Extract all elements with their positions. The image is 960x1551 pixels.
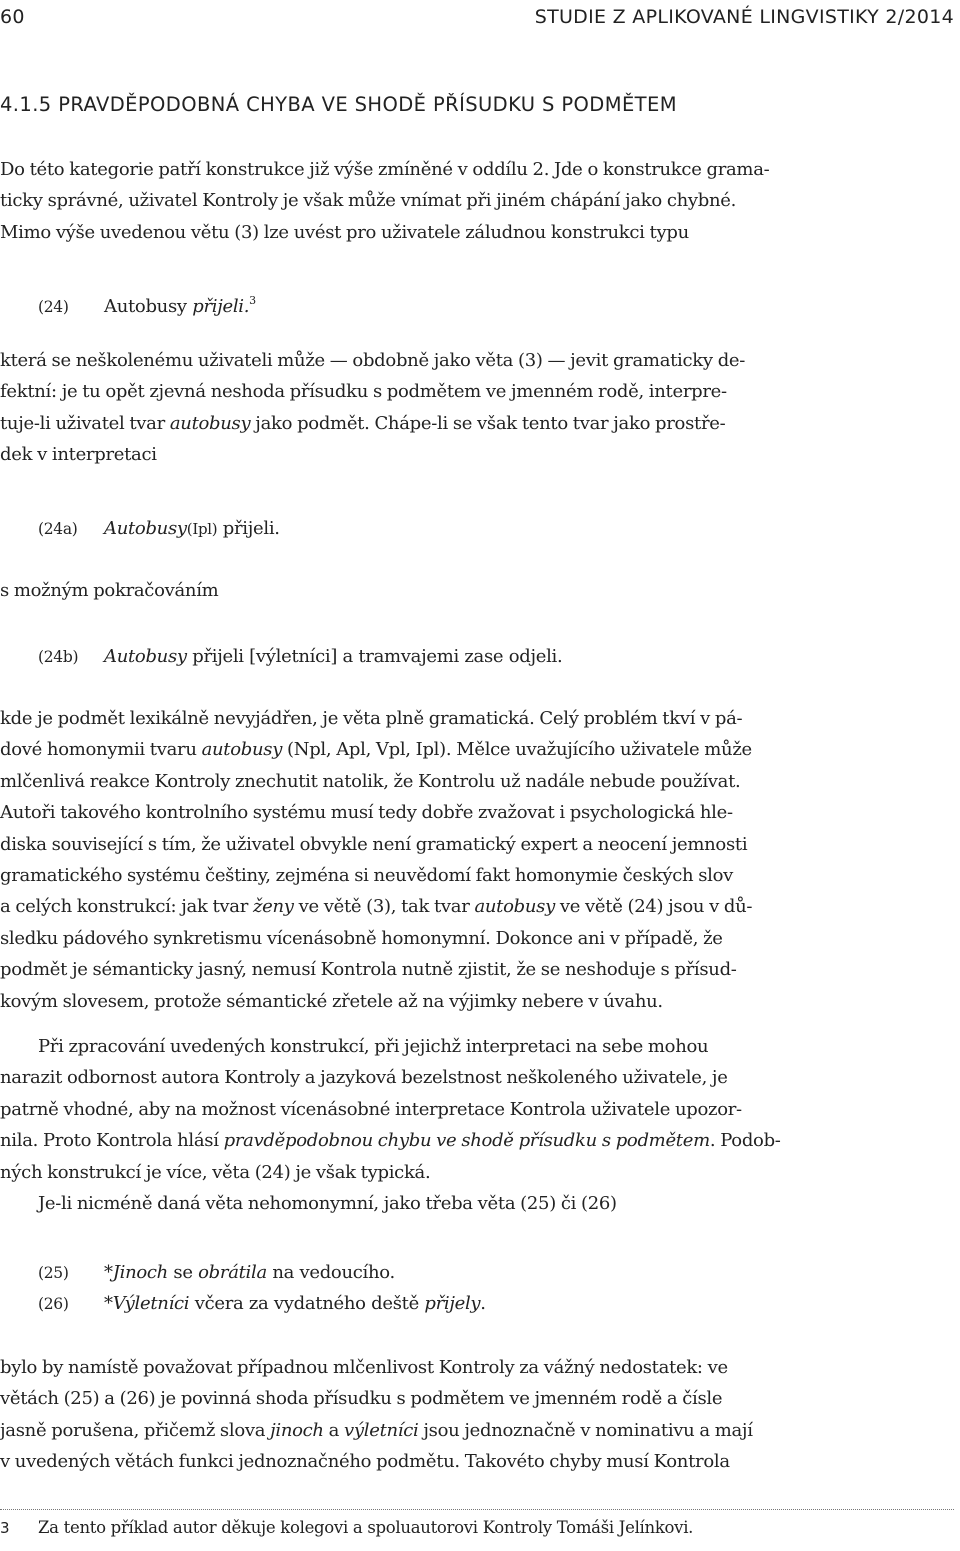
text-line: patrně vhodné, aby na možnost vícenásobné interpretace Kontrola uživatele upozor- — [0, 1098, 742, 1120]
text-run-italic: pravděpodobnou chybu ve shodě přísudku s podmětem — [223, 1130, 710, 1152]
text-line: v uvedených větách funkci jednoznačného podmětu. Takovéto chyby musí Kontrola — [0, 1451, 730, 1473]
example-gloss: (Ipl) — [186, 520, 218, 538]
text-line: kovým slovesem, protože sémantické zřetele až na výjimky nebere v úvahu. — [0, 990, 663, 1012]
paragraph-6 — [0, 1352, 954, 1478]
example-number: (24) — [38, 298, 69, 316]
text-run: (Npl, Apl, Vpl, Ipl). Mělce uvažujícího uživatele může — [282, 739, 752, 761]
text-line: mlčenlivá reakce Kontroly znechutit natolik, že Kontrolu už nadále nebude používat. — [0, 770, 741, 792]
paragraph-4 — [0, 1031, 954, 1188]
text-run: jsou jednoznačně v nominativu a mají — [418, 1419, 753, 1441]
footnote-number: 3 — [0, 1519, 10, 1537]
text-line: narazit odbornost autora Kontroly a jazyková bezelstnost neškoleného uživatele, je — [0, 1067, 728, 1089]
text-run: . Podob- — [709, 1130, 781, 1152]
example-word: přijeli [výletníci] a tramvajemi zase odjeli. — [186, 646, 563, 667]
text-run-italic: autobusy — [201, 739, 283, 761]
text-run: ve větě (24) jsou v dů- — [554, 896, 753, 918]
text-line: dek v interpretaci — [0, 444, 157, 466]
page-number: 60 — [0, 6, 25, 28]
text-line — [0, 1125, 954, 1156]
example-word: včera za vydatného deště — [189, 1293, 425, 1314]
example-26 — [0, 1289, 954, 1319]
example-word-italic: *Výletníci — [104, 1293, 190, 1314]
example-word: se — [167, 1262, 199, 1283]
example-text — [104, 296, 256, 317]
text-run: nila. Proto Kontrola hlásí — [0, 1130, 224, 1152]
section-heading: 4.1.5 PRAVDĚPODOBNÁ CHYBA VE SHODĚ PŘÍSUDKU S PODMĚTEM — [0, 93, 677, 116]
text-line: Autoři takového kontrolního systému musí tedy dobře zvažovat i psychologická hle- — [0, 802, 733, 824]
example-text — [104, 1262, 395, 1283]
text-line: sledku pádového synkretismu vícenásobně homonymní. Dokonce ani v případě, že — [0, 927, 723, 949]
example-word-italic: *Jinoch — [104, 1262, 168, 1283]
text-run: a — [323, 1419, 345, 1441]
text-run: ve větě (3), tak tvar — [293, 896, 475, 918]
text-line — [0, 891, 954, 922]
example-number: (25) — [38, 1264, 69, 1282]
footnote-divider — [0, 1509, 954, 1510]
text-run: jasně porušena, přičemž slova — [0, 1419, 271, 1441]
footnote — [0, 1518, 954, 1537]
text-line: Je-li nicméně daná věta nehomonymní, jako třeba věta (25) či (26) — [38, 1193, 617, 1214]
text-run-italic: ženy — [252, 896, 294, 918]
example-text — [104, 518, 280, 539]
text-run-italic: jinoch — [270, 1419, 324, 1441]
text-line — [0, 1415, 954, 1446]
example-word-italic: Autobusy — [104, 646, 187, 667]
text-line: Do této kategorie patří konstrukce již výše zmíněné v oddílu 2. Jde o konstrukce grama- — [0, 159, 770, 180]
running-title: STUDIE Z APLIKOVANÉ LINGVISTIKY 2/2014 — [534, 6, 954, 28]
text-run-italic: autobusy — [474, 896, 555, 918]
paragraph-3 — [0, 703, 954, 1017]
example-word: . — [480, 1293, 486, 1314]
example-word: přijeli. — [217, 518, 280, 539]
text-run: a celých konstrukcí: jak tvar — [0, 896, 253, 918]
example-word-italic: Autobusy — [104, 518, 187, 539]
text-run: tuje-li uživatel tvar — [0, 412, 170, 434]
text-run: jako podmět. Chápe-li se však tento tvar jako prostře- — [250, 412, 726, 434]
example-24a — [0, 514, 954, 544]
example-text — [104, 1293, 486, 1314]
paragraph-intro — [0, 154, 954, 248]
text-line: ných konstrukcí je více, věta (24) je však typická. — [0, 1161, 431, 1183]
example-word-italic: přijeli. — [192, 296, 250, 317]
example-number: (24b) — [38, 648, 79, 666]
text-line: gramatického systému češtiny, zejména si neuvědomí fakt homonymie českých slov — [0, 865, 733, 887]
paragraph-2 — [0, 345, 954, 471]
paragraph-5 — [0, 1188, 954, 1219]
example-word-italic: obrátila — [198, 1262, 267, 1283]
example-24 — [0, 286, 954, 322]
text-line: Mimo výše uvedenou větu (3) lze uvést pro uživatele záludnou konstrukci typu — [0, 221, 689, 243]
text-line: s možným pokračováním — [0, 580, 219, 601]
text-line: větách (25) a (26) je povinná shoda přísudku s podmětem ve jmenném rodě a čísle — [0, 1388, 723, 1410]
footnote-text: Za tento příklad autor děkuje kolegovi a spoluautorovi Kontroly Tomáši Jelínkovi. — [38, 1518, 694, 1537]
text-line — [0, 734, 954, 765]
text-line: která se neškolenému uživateli může — obdobně jako věta (3) — jevit gramaticky de- — [0, 350, 746, 371]
footnote-ref[interactable]: 3 — [249, 294, 256, 307]
text-line: ticky správné, uživatel Kontroly je však může vnímat při jiném chápání jako chybné. — [0, 190, 737, 212]
example-24b — [0, 642, 954, 672]
connector-line — [0, 575, 954, 606]
text-line: fektní: je tu opět zjevná neshoda přísudku s podmětem ve jmenném rodě, interpre- — [0, 381, 727, 403]
text-run: dové homonymii tvaru — [0, 739, 202, 761]
example-number: (26) — [38, 1295, 69, 1313]
text-line: bylo by namístě považovat případnou mlčenlivost Kontroly za vážný nedostatek: ve — [0, 1357, 728, 1378]
text-run-italic: autobusy — [169, 412, 251, 434]
text-line — [0, 408, 954, 439]
example-word: na vedoucího. — [266, 1262, 395, 1283]
page-header — [0, 6, 954, 34]
example-word: Autobusy — [104, 296, 193, 317]
example-25 — [0, 1258, 954, 1288]
example-number: (24a) — [38, 520, 78, 538]
text-line: Při zpracování uvedených konstrukcí, při jejichž interpretaci na sebe mohou — [38, 1036, 709, 1057]
text-line: podmět je sémanticky jasný, nemusí Kontrola nutně zjistit, že se neshoduje s přísud- — [0, 959, 737, 981]
example-word-italic: přijely — [424, 1293, 481, 1314]
text-line: kde je podmět lexikálně nevyjádřen, je věta plně gramatická. Celý problém tkví v pá- — [0, 708, 743, 729]
text-run-italic: výletníci — [344, 1419, 419, 1441]
example-text — [104, 646, 562, 667]
text-line: diska související s tím, že uživatel obvykle není gramatický expert a neocení jemnosti — [0, 833, 748, 855]
